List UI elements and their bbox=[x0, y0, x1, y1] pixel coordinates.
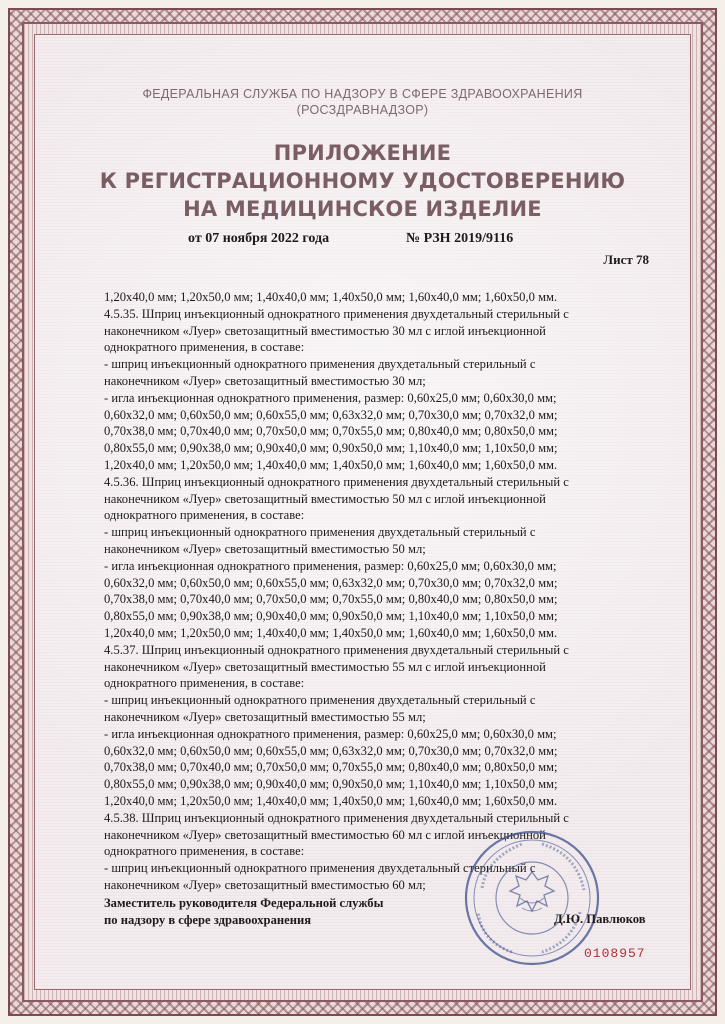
body-line: 1,20x40,0 мм; 1,20x50,0 мм; 1,40x40,0 мм; 1,40x50,0 мм; 1,60x40,0 мм; 1,60x50,0 мм. bbox=[104, 457, 558, 472]
body-line: наконечником «Луер» светозащитный вместимостью 60 мл с иглой инъекционной bbox=[104, 827, 546, 842]
body-line: 0,80x55,0 мм; 0,90x38,0 мм; 0,90x40,0 мм; 0,90x50,0 мм; 1,10x40,0 мм; 1,10x50,0 мм; bbox=[104, 441, 558, 456]
body-line: 4.5.35. Шприц инъекционный однократного применения двухдетальный стерильный с bbox=[104, 306, 569, 321]
body-line: - шприц инъекционный однократного применения двухдетальный стерильный с bbox=[104, 861, 536, 876]
body-line: однократного применения, в составе: bbox=[104, 844, 305, 859]
body-line: 4.5.36. Шприц инъекционный однократного применения двухдетальный стерильный с bbox=[104, 474, 569, 489]
body-line: однократного применения, в составе: bbox=[104, 676, 305, 691]
body-line: - шприц инъекционный однократного применения двухдетальный стерильный с bbox=[104, 525, 536, 540]
body-line: 4.5.38. Шприц инъекционный однократного применения двухдетальный стерильный с bbox=[104, 810, 569, 825]
body-line: наконечником «Луер» светозащитный вместимостью 30 мл с иглой инъекционной bbox=[104, 323, 546, 338]
signatory-position-line-1: Заместитель руководителя Федеральной службы bbox=[104, 896, 384, 910]
signatory-position-line-2: по надзору в сфере здравоохранения bbox=[104, 913, 312, 927]
body-line: 0,70x38,0 мм; 0,70x40,0 мм; 0,70x50,0 мм; 0,70x55,0 мм; 0,80x40,0 мм; 0,80x50,0 мм; bbox=[104, 424, 558, 439]
body-line: 0,60x32,0 мм; 0,60x50,0 мм; 0,60x55,0 мм; 0,63x32,0 мм; 0,70x30,0 мм; 0,70x32,0 мм; bbox=[104, 743, 558, 758]
body-line: однократного применения, в составе: bbox=[104, 340, 305, 355]
signatory-position bbox=[104, 895, 383, 929]
body-line: наконечником «Луер» светозащитный вместимостью 30 мл; bbox=[104, 373, 426, 388]
agency-name: ФЕДЕРАЛЬНАЯ СЛУЖБА ПО НАДЗОРУ В СФЕРЕ ЗДРАВООХРАНЕНИЯ bbox=[142, 87, 583, 101]
body-line: - шприц инъекционный однократного применения двухдетальный стерильный с bbox=[104, 693, 536, 708]
body-line: наконечником «Луер» светозащитный вместимостью 60 мл; bbox=[104, 877, 426, 892]
body-line: - игла инъекционная однократного применения, размер: 0,60x25,0 мм; 0,60x30,0 мм; bbox=[104, 390, 557, 405]
body-line: однократного применения, в составе: bbox=[104, 508, 305, 523]
official-stamp-seal-icon bbox=[462, 828, 602, 968]
body-line: 1,20x40,0 мм; 1,20x50,0 мм; 1,40x40,0 мм; 1,40x50,0 мм; 1,60x40,0 мм; 1,60x50,0 мм. bbox=[104, 625, 558, 640]
body-line: 0,60x32,0 мм; 0,60x50,0 мм; 0,60x55,0 мм; 0,63x32,0 мм; 0,70x30,0 мм; 0,70x32,0 мм; bbox=[104, 407, 558, 422]
registration-number: № РЗН 2019/9116 bbox=[406, 231, 514, 246]
body-line: наконечником «Луер» светозащитный вместимостью 55 мл; bbox=[104, 709, 426, 724]
document-title-line-3: НА МЕДИЦИНСКОЕ ИЗДЕЛИЕ bbox=[183, 197, 542, 221]
body-line: 1,20x40,0 мм; 1,20x50,0 мм; 1,40x40,0 мм; 1,40x50,0 мм; 1,60x40,0 мм; 1,60x50,0 мм. bbox=[104, 793, 558, 808]
body-line: 0,80x55,0 мм; 0,90x38,0 мм; 0,90x40,0 мм; 0,90x50,0 мм; 1,10x40,0 мм; 1,10x50,0 мм; bbox=[104, 777, 558, 792]
body-line: - шприц инъекционный однократного применения двухдетальный стерильный с bbox=[104, 357, 536, 372]
agency-abbreviation: (РОСЗДРАВНАДЗОР) bbox=[296, 103, 429, 117]
body-line: - игла инъекционная однократного применения, размер: 0,60x25,0 мм; 0,60x30,0 мм; bbox=[104, 558, 557, 573]
body-line: наконечником «Луер» светозащитный вместимостью 55 мл с иглой инъекционной bbox=[104, 659, 546, 674]
document-title-line-2: К РЕГИСТРАЦИОННОМУ УДОСТОВЕРЕНИЮ bbox=[99, 169, 626, 193]
form-serial-number: 0108957 bbox=[584, 946, 646, 961]
body-line: 1,20x40,0 мм; 1,20x50,0 мм; 1,40x40,0 мм; 1,40x50,0 мм; 1,60x40,0 мм; 1,60x50,0 мм. bbox=[104, 290, 558, 304]
body-line: наконечником «Луер» светозащитный вместимостью 50 мл с иглой инъекционной bbox=[104, 491, 546, 506]
sheet-number: Лист 78 bbox=[603, 252, 649, 267]
body-line: 0,60x32,0 мм; 0,60x50,0 мм; 0,60x55,0 мм; 0,63x32,0 мм; 0,70x30,0 мм; 0,70x32,0 мм; bbox=[104, 575, 558, 590]
body-line: 0,70x38,0 мм; 0,70x40,0 мм; 0,70x50,0 мм; 0,70x55,0 мм; 0,80x40,0 мм; 0,80x50,0 мм; bbox=[104, 760, 558, 775]
body-line: - игла инъекционная однократного применения, размер: 0,60x25,0 мм; 0,60x30,0 мм; bbox=[104, 726, 557, 741]
body-line: 0,70x38,0 мм; 0,70x40,0 мм; 0,70x50,0 мм; 0,70x55,0 мм; 0,80x40,0 мм; 0,80x50,0 мм; bbox=[104, 592, 558, 607]
issue-date: от 07 ноября 2022 года bbox=[188, 231, 330, 246]
body-line: 4.5.37. Шприц инъекционный однократного применения двухдетальный стерильный с bbox=[104, 642, 569, 657]
body-line: 0,80x55,0 мм; 0,90x38,0 мм; 0,90x40,0 мм; 0,90x50,0 мм; 1,10x40,0 мм; 1,10x50,0 мм; bbox=[104, 609, 558, 624]
body-line: наконечником «Луер» светозащитный вместимостью 50 мл; bbox=[104, 541, 426, 556]
document-title-line-1: ПРИЛОЖЕНИЕ bbox=[273, 141, 452, 165]
signatory-name: Д.Ю. Павлюков bbox=[554, 912, 646, 926]
document-body bbox=[104, 289, 649, 894]
